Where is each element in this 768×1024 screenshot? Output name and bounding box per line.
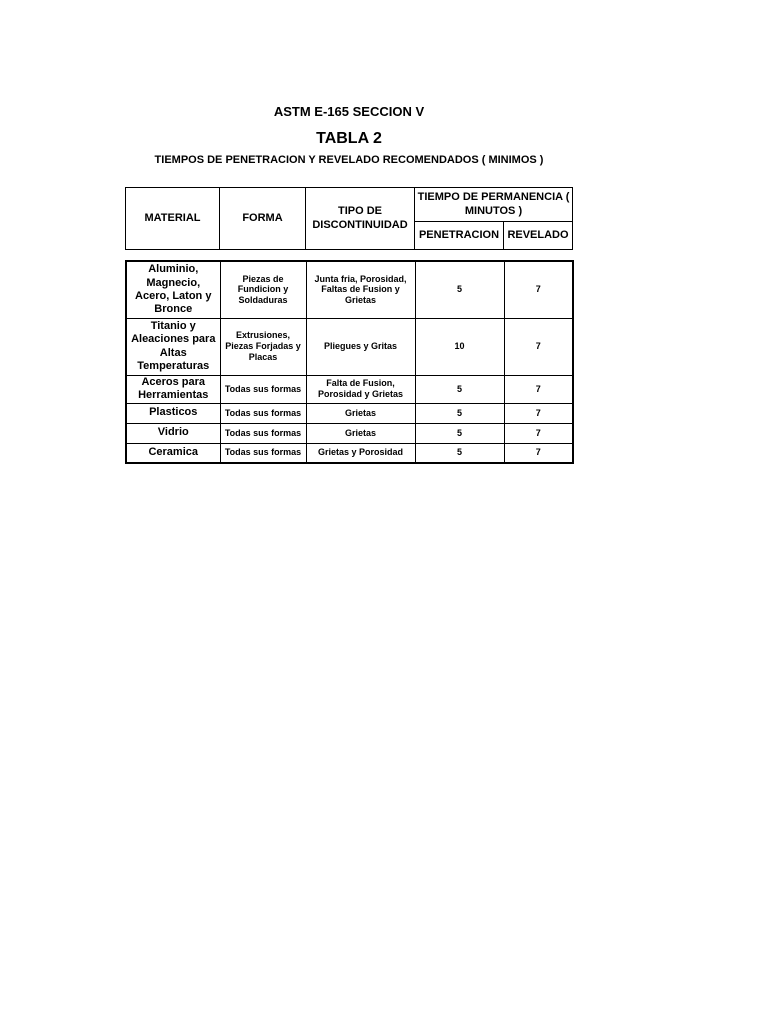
cell-material: Titanio y Aleaciones para Altas Temperaturas [126,318,220,375]
cell-tipo: Junta fria, Porosidad, Faltas de Fusion y Grietas [306,261,415,318]
cell-penetracion: 5 [415,423,504,443]
cell-revelado: 7 [504,443,573,463]
header-revelado: REVELADO [504,222,573,250]
table-row [126,423,573,443]
cell-material: Ceramica [126,443,220,463]
table-title: TABLA 2 [316,130,382,147]
cell-penetracion: 5 [415,443,504,463]
cell-material: Aluminio, Magnecio, Acero, Laton y Bronce [126,261,220,318]
cell-tipo: Grietas [306,403,415,423]
cell-material: Plasticos [126,403,220,423]
header-tiempo-permanencia: TIEMPO DE PERMANENCIA ( MINUTOS ) [415,188,573,222]
table-body [125,260,574,464]
cell-forma: Piezas de Fundicion y Soldaduras [220,261,306,318]
header-material: MATERIAL [126,188,220,250]
header-tipo-discontinuidad: TIPO DE DISCONTINUIDAD [306,188,415,250]
cell-penetracion: 5 [415,375,504,403]
cell-tipo: Pliegues y Gritas [306,318,415,375]
cell-revelado: 7 [504,375,573,403]
cell-revelado: 7 [504,261,573,318]
cell-revelado: 7 [504,403,573,423]
cell-forma: Todas sus formas [220,403,306,423]
table-row [126,375,573,403]
cell-penetracion: 10 [415,318,504,375]
table-row [126,403,573,423]
cell-tipo: Grietas y Porosidad [306,443,415,463]
document-standard-title: ASTM E-165 SECCION V [273,104,425,119]
cell-forma: Todas sus formas [220,443,306,463]
cell-penetracion: 5 [415,403,504,423]
table-subtitle: TIEMPOS DE PENETRACION Y REVELADO RECOMENDADOS ( MINIMOS ) [154,154,544,166]
table-row [126,318,573,375]
cell-forma: Extrusiones, Piezas Forjadas y Placas [220,318,306,375]
cell-material: Aceros para Herramientas [126,375,220,403]
cell-forma: Todas sus formas [220,423,306,443]
cell-revelado: 7 [504,423,573,443]
table-row [126,443,573,463]
table-header [125,187,573,250]
cell-revelado: 7 [504,318,573,375]
cell-tipo: Falta de Fusion, Porosidad y Grietas [306,375,415,403]
header-penetracion: PENETRACION [415,222,504,250]
cell-penetracion: 5 [415,261,504,318]
cell-forma: Todas sus formas [220,375,306,403]
header-forma: FORMA [220,188,306,250]
cell-material: Vidrio [126,423,220,443]
table-row [126,261,573,318]
cell-tipo: Grietas [306,423,415,443]
